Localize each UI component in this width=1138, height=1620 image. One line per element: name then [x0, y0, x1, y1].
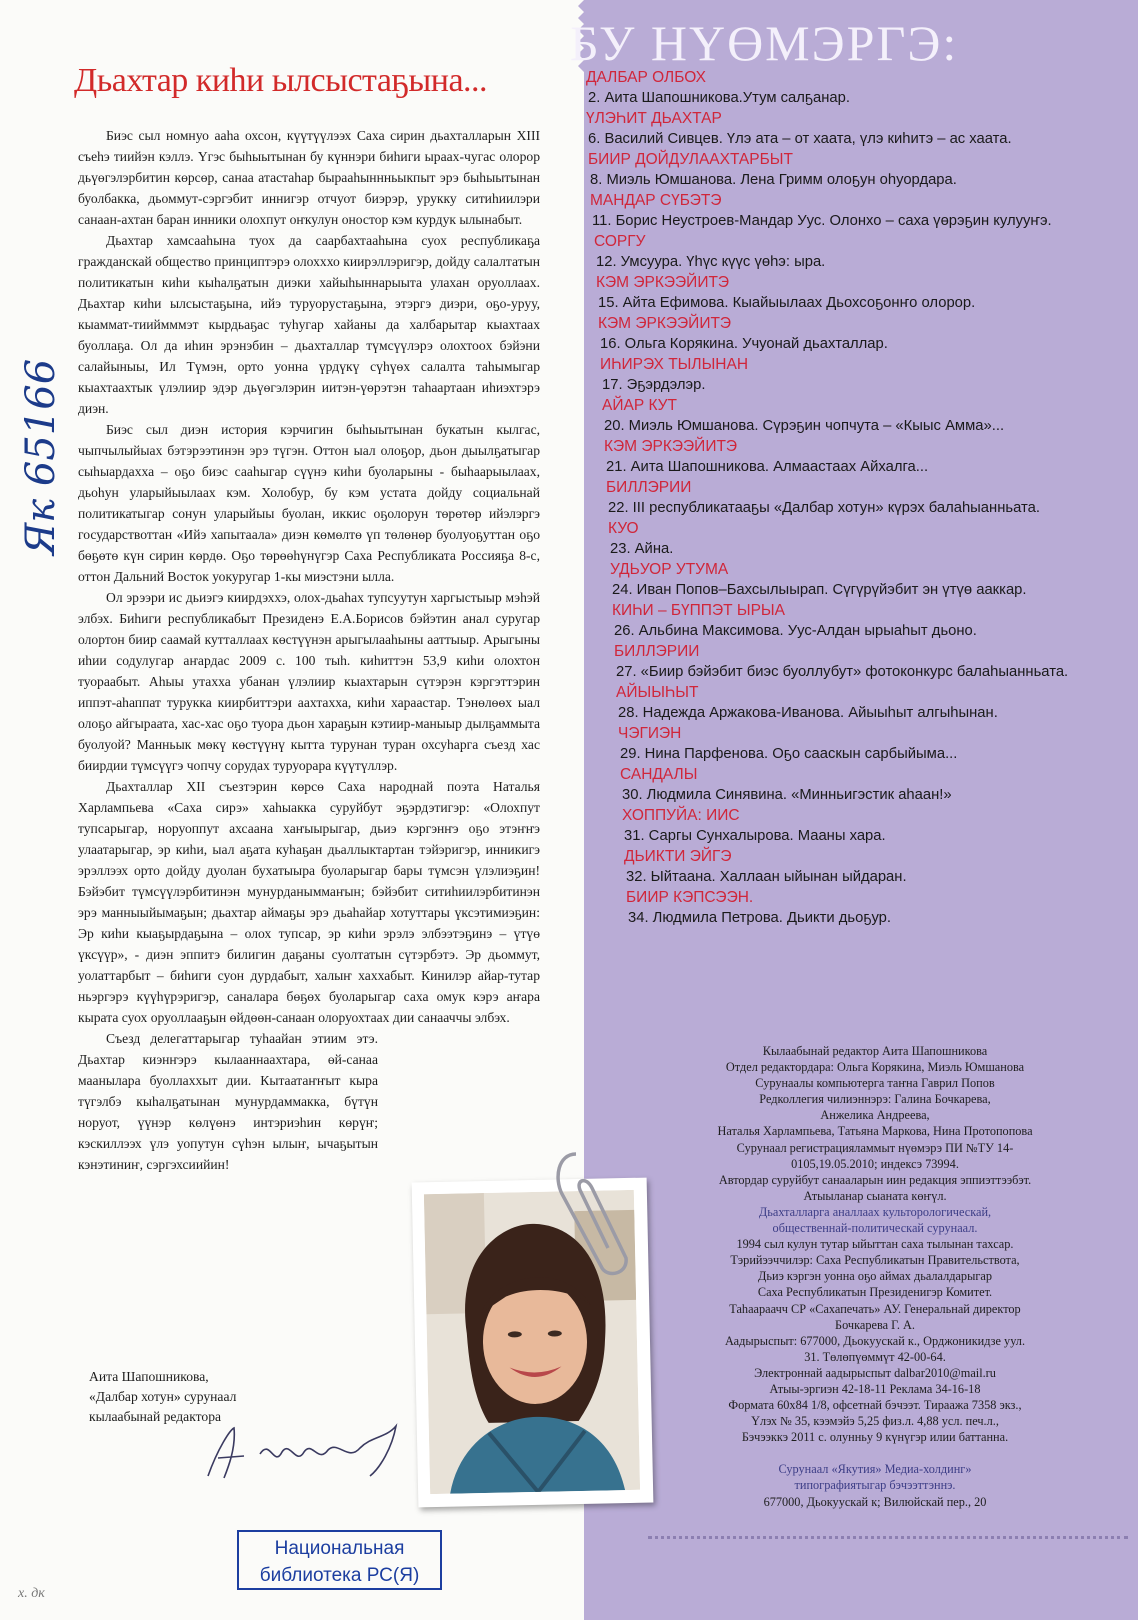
imprint-line: Электроннай аадырыспыт dalbar2010@mail.ru — [754, 1365, 996, 1380]
toc-section-title: КЭМ ЭРКЭЭЙИТЭ — [596, 274, 730, 291]
contents-heading: БУ НҮӨМЭРГЭ: — [570, 15, 959, 71]
imprint-line: Отдел редактордара: Ольга Корякина, Миэль Юмшанова — [725, 1060, 1025, 1075]
toc-section-title: ДАЛБАР ОЛБОХ — [586, 69, 706, 86]
handwritten-signature-icon — [200, 1418, 410, 1488]
signature-line: «Далбар хотун» сурунаал — [89, 1389, 237, 1404]
toc-section-title: АЙЫЫҺЫТ — [616, 684, 699, 701]
article-paragraph: Ол эрээри ис дьиэгэ киирдэххэ, олох-дьаһах тупсуутун харгыстыыр мэһэй элбэх. Биһиги республикабыт Президенэ Е.А.Борисов бэйэтин анал суругар олортон биир саамай кутталлаах көстүүнэн арыгылааһыны ааттыыр. Арыгыны иһии содулугар аҥардас 2009 с. 100 тыһ. киһиттэн 53,9 киһи олохтон туораабыт. Аһыы утахха убанан үлэлиир кыахтарын сүтэрэн кэргэттэрин иппэт-аһаппат турукка киирбиттэри аахтахха, киhи хараастар. Тэнөлөөх ыал олоҕо айгыраата, хас-хас оҕо туора дьон хараҕын кэтиир-маныыр дылҕаммыта буолуой? Манньык мөкү көстүүнү кытта турунан туран охсуһарга съезд хас биирдии түмсүүгэ чопчу сорудах туруорара күүтүллэр. — [78, 590, 540, 773]
imprint-line: Редколлегия чилиэннэрэ: Галина Бочкарева, — [759, 1092, 991, 1107]
toc-item: 34. Людмила Петрова. Дьикти дьоҕур. — [628, 910, 892, 926]
toc-section-title: ДЬИКТИ ЭЙГЭ — [624, 848, 732, 865]
imprint-line: Анжелика Андреева, — [820, 1108, 930, 1123]
imprint-line: Бочкарева Г. А. — [835, 1317, 915, 1332]
toc-item: 31. Саргы Сунхалырова. Мааны хара. — [624, 828, 886, 844]
imprint-line: Аадырыспыт: 677000, Дьокуускай к., Орджоникидзе уул. — [724, 1333, 1026, 1348]
toc-item: 6. Василий Сивцев. Үлэ ата – от хаата, үлэ киhитэ – ас хаата. — [588, 131, 1012, 147]
library-stamp-line: Национальная — [274, 1538, 405, 1559]
toc-item: 8. Миэль Юмшанова. Лена Гримм олоҕун оһуордара. — [590, 172, 957, 188]
imprint-line: Саха Республикатын Президенигэр Комитет. — [757, 1285, 993, 1300]
toc-item: 22. III республикатааҕы «Далбар хотун» күрэх балаһыанньата. — [608, 500, 1040, 516]
imprint-line: 0105,19.05.2010; индексэ 73994. — [791, 1156, 959, 1171]
toc-item: 2. Аита Шапошникова.Утум салҕанар. — [588, 90, 850, 106]
toc-item: 32. Ыйтаана. Халлаан ыйынан ыйдаран. — [626, 869, 907, 885]
paperclip-icon — [548, 1148, 638, 1278]
toc-section-title: ИҺИРЭХ ТЫЛЫНАН — [600, 356, 749, 373]
toc-section-title: КЭМ ЭРКЭЭЙИТЭ — [598, 315, 732, 332]
toc-item: 20. Миэль Юмшанова. Сүрэҕин чопчута – «Кыыс Амма»... — [604, 418, 1005, 434]
toc-item: 24. Иван Попов–Бахсылыырап. Сүгүрүйэбит эн үтүө ааккар. — [612, 582, 1027, 598]
toc-item: 12. Умсуура. Үһүс күүс үөһэ: ыра. — [596, 254, 826, 270]
toc-item: 26. Альбина Максимова. Уус-Алдан ырыаһыт дьоно. — [614, 623, 977, 639]
imprint-line: Сурунаал «Якутия» Медиа-холдинг» — [778, 1462, 972, 1477]
toc-item: 27. «Биир бэйэбит биэс буоллубут» фотоконкурс балаһыанньата. — [616, 664, 1069, 680]
table-of-contents — [586, 68, 1126, 929]
toc-item: 30. Людмила Синявина. «Минньигэстик аһаан!» — [622, 787, 952, 803]
imprint-line: Таһаараачч СР «Сахапечать» АУ. Генеральнай директор — [729, 1301, 1021, 1316]
article-paragraph: Биэс сыл номнуо ааһа охсон, күүтүүлээх Саха сирин дьахталларын XIII съеhэ тиийэн кэллэ. Үгэс быһыытынан бу күннэри биhиги ыраах-чугас олорор дьүөгэлэрбитин көрсөр, санаа атастаһар бырааһыннньыкпыт эрэ быһыытынан буолбакка, дьоммут-сэргэбит иннигэр отчуот биэрэр, урукку ситиһиилэри санаан-ахтан баран инники олохпут оҥкулун оностор кэм курдук ылынабыт. — [78, 128, 540, 227]
toc-section-title: АЙАР КУТ — [602, 397, 677, 414]
handwritten-catalog-mark: Як 65166 — [18, 358, 64, 555]
imprint-line: типографиятыгар бэчээттэннэ. — [794, 1478, 956, 1493]
signature-line: кылаабынай редактора — [89, 1409, 222, 1424]
imprint-line: Тэрийээччилэр: Саха Республикатын Правительствота, — [730, 1253, 1020, 1268]
toc-section-title: ҮЛЭҺИТ ДЬАХТАР — [586, 110, 722, 127]
imprint-line: 1994 сыл кулун тутар ыйыттан саха тылынан тахсар. — [736, 1237, 1014, 1252]
article-paragraph: Съезд делегаттарыгар туһаайан этиим этэ. Дьахтар киэнҥэрэ кылааннаахтара, өй-санаа маанылара буоллаххыт дии. Кытаатаҥҥыт кыра түгэлбэ кыһалҕатынан мунурдаммакка, бүтүн норуот, үүнэр көлүөнэ интэриэһин көрүҥ; кэскиллээх үлэ уопутун сүһэн ылыҥ, ычаҕытын кэнэтиниҥ, сэргэхсиийин! — [78, 1031, 378, 1172]
toc-section-title: СОРГУ — [594, 233, 646, 250]
toc-section-title: БИИР ДОЙДУЛААХТАРБЫТ — [588, 151, 793, 168]
toc-section-title: КИҺИ – БҮППЭТ ЫРЫА — [612, 602, 785, 619]
toc-item: 23. Айна. — [610, 541, 674, 557]
library-stamp — [237, 1530, 442, 1590]
imprint-line: Кылаабынай редактор Аита Шапошникова — [762, 1044, 988, 1058]
library-stamp-line: библиотека РС(Я) — [259, 1565, 420, 1586]
toc-section-title: ЧЭГИЭН — [618, 725, 682, 742]
toc-item: 17. Эҕэрдэлэр. — [602, 377, 706, 393]
toc-section-title: МАНДАР СҮБЭТЭ — [590, 192, 722, 209]
toc-section-title: БИЛЛЭРИИ — [614, 643, 700, 660]
article-title: Дьахтар киhи ылсыстаҕына... — [74, 62, 488, 99]
imprint-line: Үлэх № 35, кээмэйэ 5,25 физ.л. 4,88 усл. печ.л., — [751, 1414, 999, 1429]
toc-item: 29. Нина Парфенова. Оҕо сааскын сарбыйыма... — [620, 746, 958, 762]
corner-mark: х. дк — [18, 1586, 45, 1601]
toc-section-title: КУО — [608, 520, 639, 537]
imprint-line: Сурунаал регистрацияламмыт нүөмэрэ ПИ №ТУ 14- — [736, 1140, 1014, 1155]
article-paragraph: Биэс сыл диэн история кэрчигин быһыытынан букатын кылгас, чыпчылыйыах бэтэрээтинэн эрэ түгэн. Оттон ыал олоҕор, дьон дыылҕатыгар сыһыардахха – оҕо биэс сааһыгар сүүнэ киhи буоларыны - быһаарыылаах, дьоһун уларыйыылаах кэм. Холобур, бу кэм устата дойду социальнай политикатыгар сонун уларыйыы буолан, иккис оҕолорун төрөтөр ийэлэргэ государствоттан «Ийэ хапытаала» диэн көмөлтө үп төлөнөр буолуоҕуттан оҕо бөҕөтө күн сирин көрдө. Оҕо төрөөһүнүгэр Саха Республиката Россияҕа 8-с, оттон Дальний Восток уокуругар 1-кы миэстэни ылла. — [78, 422, 540, 584]
imprint-line: Сурунаалы компьютерга таҥна Гаврил Попов — [755, 1076, 995, 1091]
toc-section-title: БИИР КЭПСЭЭН. — [626, 889, 754, 906]
imprint-line: Дьахталларга аналлаах культорологическай, — [758, 1204, 992, 1219]
toc-item: 16. Ольга Корякина. Учуонай дьахталлар. — [600, 336, 888, 352]
imprint-line: Дьиэ кэргэн уонна оҕо аймах дьалалдарыгар — [758, 1269, 992, 1284]
signature-line: Аита Шапошникова, — [89, 1369, 209, 1384]
imprint-line: Бэчээккэ 2011 с. олунньу 9 күнүгэр илии баттанна. — [741, 1430, 1009, 1445]
toc-section-title: БИЛЛЭРИИ — [606, 479, 692, 496]
article-paragraph: Дьахтар хамсааһына туох да саарбахтааһына суох республикаҕа гражданскай общество принциптэрэ олохххо киирэллэригэр, дойду салалтатын политикатын киhи кыһалҕатын диэки хайыһыннарыыта улахан оруоллаах. Дьахтар киhи ылсыстаҕына, ийэ туруорустаҕына, этэргэ диэри, оҕо-уруу, кыаммат-тииймммэт кырдьаҕас туһугар хайаны да халбарытар кыахтаах буоллаҕа. Ол да иһин эрэнэбин – дьахталлар түмсүүлэрэ олохтооx бэйэни салайыныы, Ил Түмэн, орто уонна үрдүкү сүһүөх салалта таһымыгар кыахтаахтык үлэлиир эдэр дьүөгэлэрин иитэн-үөрэтэн таһаартаан иһиэхтэрэ диэн. — [78, 233, 540, 416]
article-body — [78, 125, 540, 1175]
divider — [648, 1536, 1128, 1539]
imprint-line: 677000, Дьокуускай к; Вилюйскай пер., 20 — [763, 1494, 987, 1509]
toc-section-title: ХОППУЙА: ИИС — [622, 807, 740, 824]
toc-item: 11. Борис Неустроев-Мандар Уус. Олонхо – саха үөрэҕин кулууҥэ. — [592, 213, 1052, 229]
imprint-line: Формата 60х84 1/8, офсетнай бэчээт. Тираажа 7358 экз., — [728, 1398, 1022, 1413]
toc-item: 21. Аита Шапошникова. Алмаастаах Айхалга... — [606, 459, 929, 475]
imprint-block — [650, 1043, 1100, 1510]
toc-section-title: КЭМ ЭРКЭЭЙИТЭ — [604, 438, 738, 455]
imprint-line: 31. Төлөпүөммүт 42-00-64. — [804, 1349, 946, 1364]
toc-section-title: УДЬУОР УТУМА — [610, 561, 729, 578]
imprint-line: общественнай-политическай сурунаал. — [772, 1221, 978, 1236]
imprint-line: Атыы-эргиэн 42-18-11 Реклама 34-16-18 — [769, 1381, 981, 1396]
imprint-line: Атыыланар сыаната көҥүл. — [803, 1188, 947, 1203]
article-paragraph: Дьахталлар XII съезтэрин көрсө Саха народнай поэта Наталья Харлампьева «Саха сирэ» хаһыакка суруйбут эҕэрдэтигэр: «Олохпут тупсарыгар, норуоппут ахсаана хаҥыырыгар, дьиэ кэргэнҥэ оҕо этэҥҥэ улаатарыгар, эр киhи, ыал аҕата куһаҕан дьаллыктартан тэйэригэр, инникигэ эрэллээх орто дойду дуолан бухатыыра буоларыгар бары түмсэн үлэлиэҕин! Бэйэбит түмсүүлэрбитинэн мунурданыммаҥын; бэйэбит ситиһиилэрбитинэн эрэ манныыйымаҕын; дьахтар аймаҕы эрэ дьаһайар хотуттары үксэтимиэҕин: Эр киhи кыаҕырдаҕына – олох тупсар, эр киhи эрэлэ элбээтэҕинэ – үтүө үксүүр», - диэн эппитэ билигин даҕаны суолтатын сүтэрбэтэ. Эр дьоммут, уолаттарбыт – биһиги суон дурдабыт, халыҥ хаххабыт. Кинилэр айар-тутар ньэргэрэ күүһүрэригэр, саналара бөҕөх буоларыгар саха омук кэрэ аҥара кырата суох оруоллааҕын өйдөөн-санаан олоруохтаах дии санааччы элбэх. — [78, 779, 540, 1025]
imprint-line: Автордар суруйбут санааларын иин редакция эппиэттээбэт. — [718, 1172, 1032, 1187]
toc-item: 28. Надежда Аржакова-Иванова. Айыыһыт алгыһынан. — [618, 705, 998, 721]
imprint-line: Наталья Харлампьева, Татьяна Маркова, Нина Протопопова — [717, 1124, 1033, 1139]
toc-item: 15. Айта Ефимова. Кыайыылаах Дьохсоҕонҥо олорор. — [598, 295, 976, 311]
toc-section-title: САНДАЛЫ — [620, 766, 698, 783]
